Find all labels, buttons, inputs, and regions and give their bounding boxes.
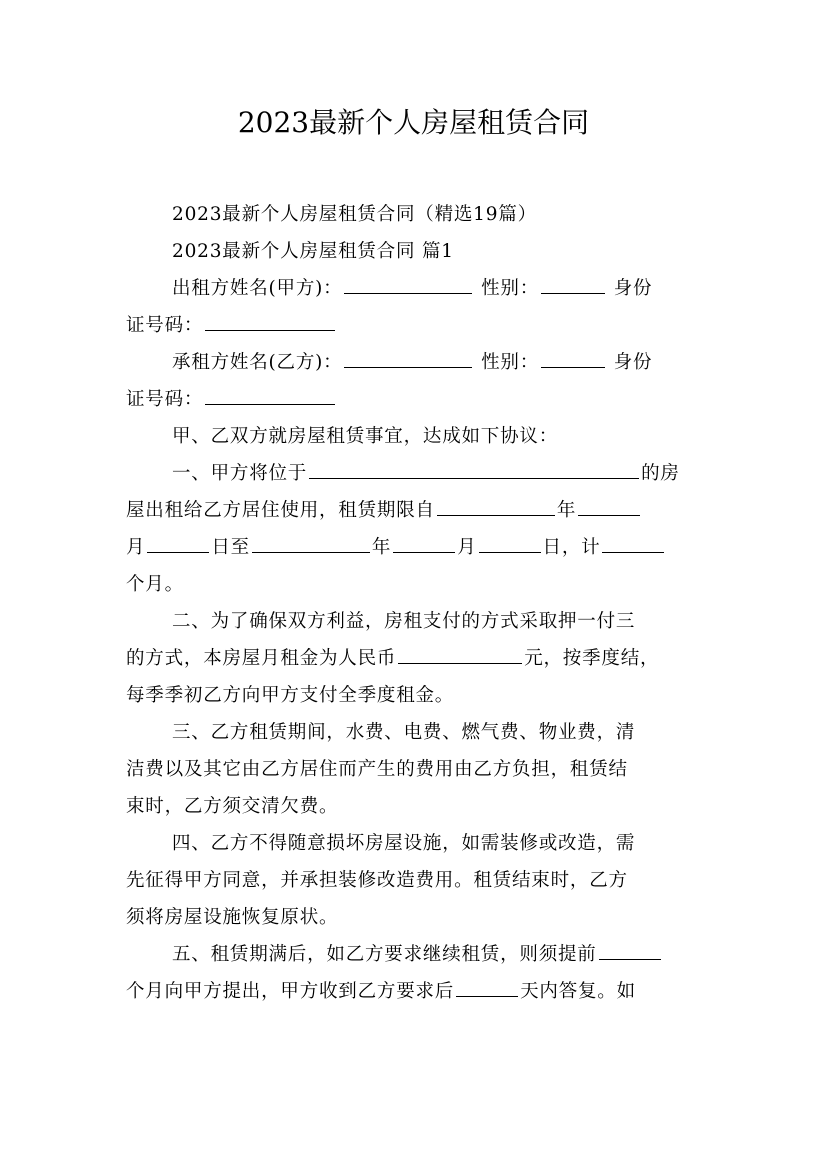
document-body bbox=[126, 196, 704, 1010]
clause1-line4: 个月。 bbox=[126, 574, 184, 595]
clause2-line2 bbox=[126, 640, 704, 677]
clause1-text-5: 月 bbox=[126, 537, 146, 558]
lessor-gender-blank bbox=[541, 275, 605, 294]
lessee-id-label-2: 证号码： bbox=[126, 389, 204, 410]
section-heading: 2023最新个人房屋租赁合同 篇1 bbox=[172, 241, 454, 262]
clause2-text-2: 的方式，本房屋月租金为人民币 bbox=[126, 648, 397, 669]
clause5-line1 bbox=[126, 936, 704, 973]
lessee-gender-label: 性别： bbox=[481, 352, 540, 373]
clause5-days-blank bbox=[456, 978, 518, 997]
clause5-text-1: 五、租赁期满后，如乙方要求继续租赁，则须提前 bbox=[172, 944, 597, 965]
clause3-line2: 洁费以及其它由乙方居住而产生的费用由乙方负担，租赁结 bbox=[126, 759, 628, 780]
clause1-months-blank bbox=[602, 534, 664, 553]
clause5-months-blank bbox=[599, 941, 661, 960]
clause1-line1 bbox=[126, 455, 704, 492]
lessor-id-label-1: 身份 bbox=[613, 278, 653, 299]
lessor-id-blank bbox=[205, 312, 335, 331]
clause1-text-9: 日，计 bbox=[542, 537, 601, 558]
clause5-text-2: 个月向甲方提出，甲方收到乙方要求后 bbox=[126, 981, 455, 1002]
intro-line: 甲、乙双方就房屋租赁事宜，达成如下协议： bbox=[172, 426, 559, 447]
lessee-id-blank bbox=[205, 386, 335, 405]
clause1-end-day-blank bbox=[479, 534, 541, 553]
lessor-id-line bbox=[126, 307, 704, 344]
clause5-line2 bbox=[126, 973, 704, 1010]
clause1-end-year-blank bbox=[252, 534, 370, 553]
document-title: 2023最新个人房屋租赁合同 bbox=[237, 106, 590, 139]
lessee-line bbox=[126, 344, 704, 381]
clause4-line2: 先征得甲方同意，并承担装修改造费用。租赁结束时，乙方 bbox=[126, 870, 628, 891]
lessee-id-line bbox=[126, 381, 704, 418]
lessor-name-blank bbox=[344, 275, 472, 294]
lessor-id-label-2: 证号码： bbox=[126, 315, 204, 336]
clause4-line3: 须将房屋设施恢复原状。 bbox=[126, 907, 339, 928]
clause3-line3: 束时，乙方须交清欠费。 bbox=[126, 796, 339, 817]
clause1-start-day-blank bbox=[147, 534, 209, 553]
lessor-line bbox=[126, 270, 704, 307]
clause1-line2 bbox=[126, 492, 704, 529]
clause1-line3 bbox=[126, 529, 704, 566]
clause1-text-4: 年 bbox=[556, 500, 577, 521]
clause5-text-3: 天内答复。如 bbox=[520, 981, 636, 1002]
clause1-end-month-blank bbox=[393, 534, 455, 553]
clause2-text-3: 元，按季度结， bbox=[524, 648, 660, 669]
clause2-line1: 二、为了确保双方利益，房租支付的方式采取押一付三 bbox=[172, 611, 636, 632]
clause1-start-year-blank bbox=[437, 497, 555, 516]
clause2-rent-blank bbox=[398, 645, 522, 664]
lessor-name-label: 出租方姓名(甲方)： bbox=[172, 278, 343, 299]
clause1-text-6: 日至 bbox=[211, 537, 250, 558]
lessor-gender-label: 性别： bbox=[481, 278, 540, 299]
clause4-line1: 四、乙方不得随意损坏房屋设施，如需装修或改造，需 bbox=[172, 833, 636, 854]
clause2-line3: 每季季初乙方向甲方支付全季度租金。 bbox=[126, 685, 455, 706]
lessee-name-label: 承租方姓名(乙方)： bbox=[172, 352, 343, 373]
lessee-gender-blank bbox=[541, 349, 605, 368]
clause1-start-month-blank bbox=[578, 497, 640, 516]
clause3-line1: 三、乙方租赁期间，水费、电费、燃气费、物业费，清 bbox=[172, 722, 636, 743]
clause1-text-8: 月 bbox=[457, 537, 477, 558]
lessee-name-blank bbox=[344, 349, 472, 368]
lessee-id-label-1: 身份 bbox=[613, 352, 653, 373]
clause1-text-3: 屋出租给乙方居住使用，租赁期限自 bbox=[126, 500, 435, 521]
clause1-text-7: 年 bbox=[371, 537, 392, 558]
clause1-location-blank bbox=[309, 460, 639, 479]
clause1-text-2: 的房 bbox=[641, 463, 680, 484]
document-subtitle: 2023最新个人房屋租赁合同（精选19篇） bbox=[172, 204, 537, 225]
clause1-text-1: 一、甲方将位于 bbox=[172, 463, 308, 484]
